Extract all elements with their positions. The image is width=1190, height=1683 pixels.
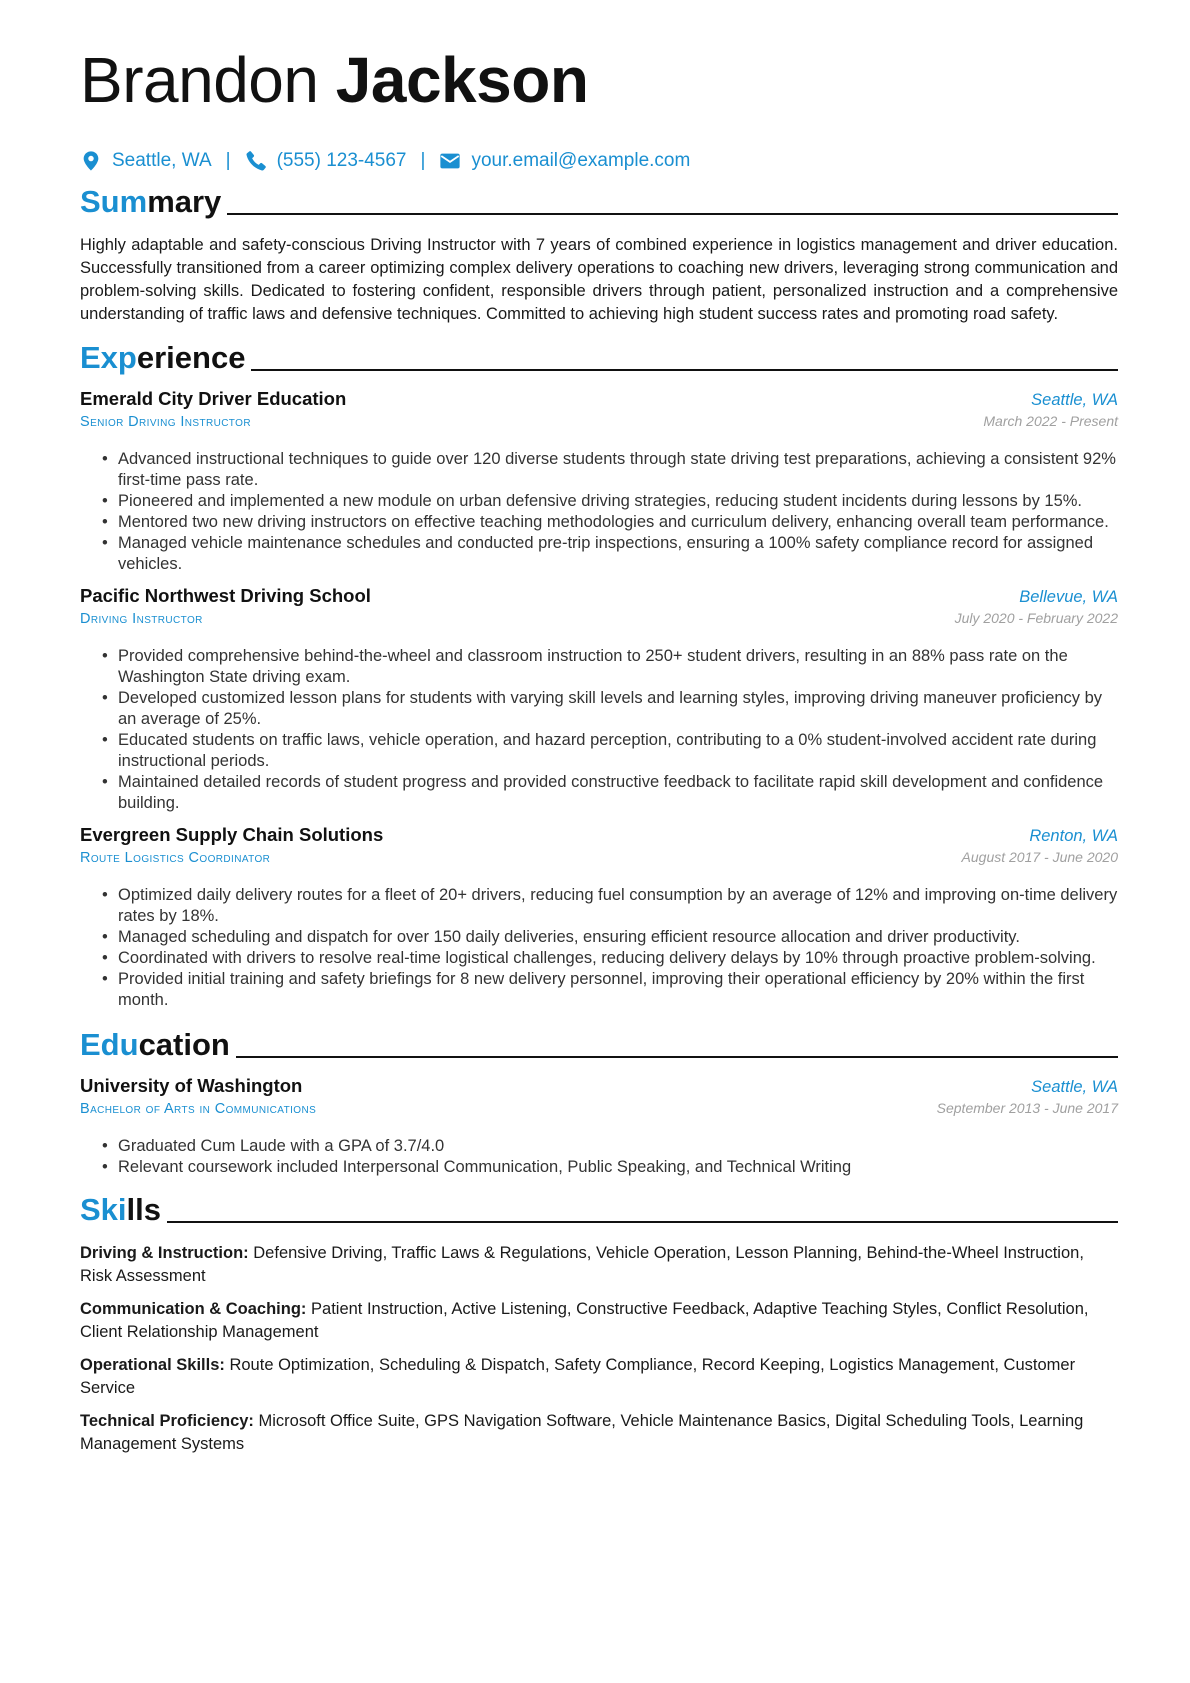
skill-group [80,1298,1118,1344]
job-role: Driving Instructor [80,611,203,627]
list-item: • Maintained detailed records of student progress and provided constructive feedback to facilitate rapid skill development and confidence building. [118,772,1118,814]
skill-value: Route Optimization, Scheduling & Dispatch, Safety Compliance, Record Keeping, Logistics Management, Customer Service [80,1356,1076,1397]
heading-rule [236,1056,1118,1058]
last-name: Jackson [335,44,589,116]
skill-group [80,1242,1118,1288]
list-item: • Provided comprehensive behind-the-wheel and classroom instruction to 250+ student drivers, resulting in an 88% pass rate on the Washington State driving exam. [118,646,1118,688]
education-heading [80,1023,1118,1063]
education-bullets [80,1136,1118,1178]
heading-accent: Exp [80,340,137,375]
skill-label: Driving & Instruction: [80,1244,249,1262]
heading-accent: Ski [80,1192,127,1227]
contact-separator: | [225,150,231,171]
heading-accent: Sum [80,184,148,219]
heading-rest: cation [138,1027,230,1062]
list-item: • Optimized daily delivery routes for a fleet of 20+ drivers, reducing fuel consumption by an average of 12% and improving on-time delivery rates by 18%. [118,885,1118,927]
job-org: Pacific Northwest Driving School [80,585,371,606]
location-text: Seattle, WA [112,150,212,171]
contact-separator: | [420,150,426,171]
list-item: • Relevant coursework included Interpersonal Communication, Public Speaking, and Technical Writing [118,1157,1118,1178]
list-item: • Provided initial training and safety briefings for 8 new delivery personnel, improving their operational efficiency by 20% within the first month. [118,969,1118,1011]
envelope-icon [439,150,461,172]
job-role: Senior Driving Instructor [80,414,251,430]
resume-page [80,40,1118,1466]
school-name: University of Washington [80,1075,303,1096]
job-role: Route Logistics Coordinator [80,850,271,866]
heading-rest: lls [126,1192,161,1227]
job-org: Evergreen Supply Chain Solutions [80,824,384,845]
list-item: • Managed scheduling and dispatch for over 150 daily deliveries, ensuring efficient resource allocation and driver productivity. [118,927,1118,948]
skill-label: Technical Proficiency: [80,1412,254,1430]
email-text: your.email@example.com [471,150,691,171]
skill-label: Operational Skills: [80,1356,225,1374]
job-dates: August 2017 - June 2020 [961,849,1118,865]
skills-list [80,1242,1118,1456]
skill-label: Communication & Coaching: [80,1300,307,1318]
list-item: • Managed vehicle maintenance schedules and conducted pre-trip inspections, ensuring a 100% safety compliance record for assigned vehicles. [118,533,1118,575]
contact-bar [80,146,1118,176]
job-org: Emerald City Driver Education [80,388,347,409]
job-location: Bellevue, WA [1019,588,1118,606]
list-item: • Graduated Cum Laude with a GPA of 3.7/4.0 [118,1136,1118,1157]
phone-text: (555) 123-4567 [276,150,407,171]
education-dates: September 2013 - June 2017 [936,1100,1118,1116]
job-bullets [80,885,1118,1011]
list-item: • Advanced instructional techniques to guide over 120 diverse students through state driving test preparations, achieving a consistent 92% first-time pass rate. [118,449,1118,491]
job-entry [80,824,1118,1011]
heading-rule [227,213,1118,215]
list-item: • Mentored two new driving instructors on effective teaching methodologies and curriculum delivery, enhancing overall team performance. [118,512,1118,533]
job-bullets [80,646,1118,814]
skill-value: Microsoft Office Suite, GPS Navigation Software, Vehicle Maintenance Basics, Digital Scheduling Tools, Learning Management Systems [80,1412,1084,1453]
skill-group [80,1354,1118,1400]
heading-rest: erience [136,340,246,375]
first-name: Brandon [80,44,319,116]
skills-heading [80,1188,1118,1228]
experience-heading [80,336,1118,376]
phone-icon [245,150,267,172]
education-entry [80,1075,1118,1178]
list-item: • Developed customized lesson plans for students with varying skill levels and learning styles, improving driving maneuver proficiency by an average of 25%. [118,688,1118,730]
job-dates: March 2022 - Present [983,413,1118,429]
skill-group [80,1410,1118,1456]
school-location: Seattle, WA [1031,1078,1118,1096]
job-bullets [80,449,1118,575]
heading-rule [167,1221,1118,1223]
job-location: Seattle, WA [1031,391,1118,409]
heading-rest: mary [147,184,222,219]
summary-text: Highly adaptable and safety-conscious Driving Instructor with 7 years of combined experience in logistics management and driver education. Successfully transitioned from a career optimizing complex delivery operations to coaching new drivers, leveraging strong communication and problem-solving skills. Dedicated to fostering confident, responsible drivers through patient, personalized instruction and a comprehensive understanding of traffic laws and defensive techniques. Committed to achieving high student success rates and promoting road safety. [80,236,1118,323]
contact-location [80,150,212,172]
job-dates: July 2020 - February 2022 [954,610,1118,626]
heading-accent: Edu [80,1027,139,1062]
list-item: • Pioneered and implemented a new module on urban defensive driving strategies, reducing student incidents during lessons by 15%. [118,491,1118,512]
candidate-name [80,40,1118,120]
job-entry [80,388,1118,575]
summary-heading [80,180,1118,220]
contact-phone[interactable] [245,150,407,172]
list-item: • Coordinated with drivers to resolve real-time logistical challenges, reducing delivery delays by 10% through proactive problem-solving. [118,948,1118,969]
job-location: Renton, WA [1029,827,1118,845]
map-pin-icon [80,150,102,172]
contact-email[interactable] [439,150,690,172]
skill-value: Patient Instruction, Active Listening, Constructive Feedback, Adaptive Teaching Styles, Conflict Resolution, Client Relationship Management [80,1300,1089,1341]
heading-rule [251,369,1118,371]
skill-value: Defensive Driving, Traffic Laws & Regulations, Vehicle Operation, Lesson Planning, Behind-the-Wheel Instruction, Risk Assessment [80,1244,1084,1285]
job-entry [80,585,1118,814]
degree: Bachelor of Arts in Communications [80,1101,317,1117]
list-item: • Educated students on traffic laws, vehicle operation, and hazard perception, contributing to a 0% student-involved accident rate during instructional periods. [118,730,1118,772]
